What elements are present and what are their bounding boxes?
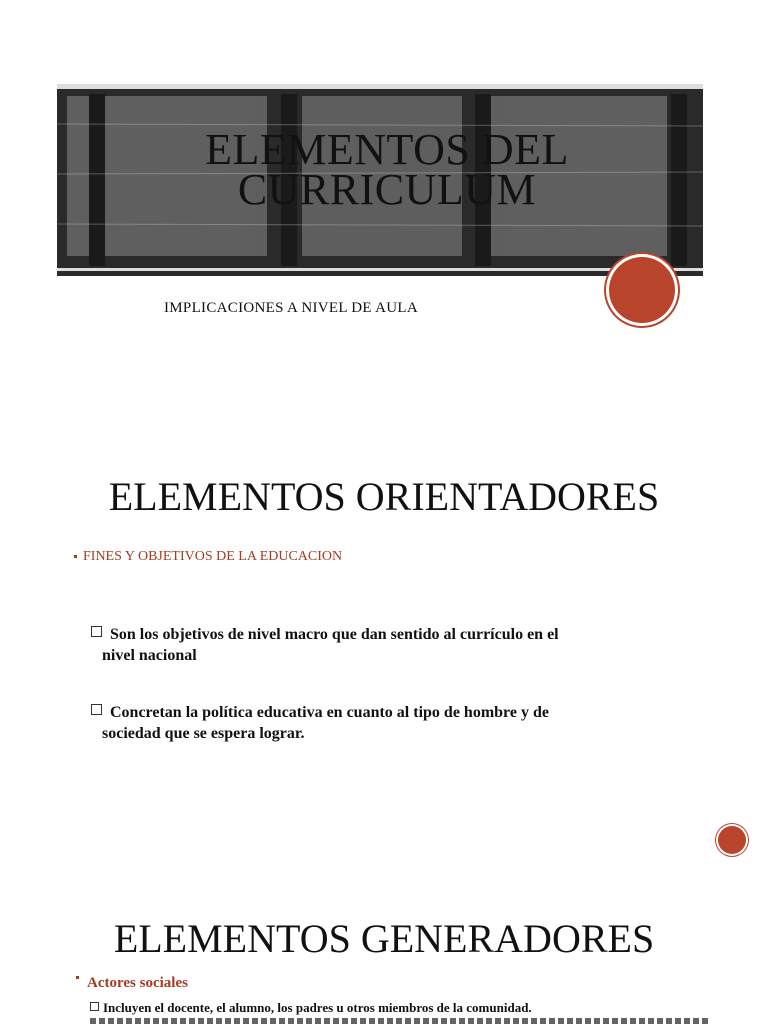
- sub-list-item-label: Incluyen el docente, el alumno, los padres u otros miembros de la comunidad.: [103, 1000, 532, 1015]
- decorative-circle: [609, 257, 675, 323]
- heading-generadores: ELEMENTOS GENERADORES: [113, 916, 655, 961]
- bullet-actores: [76, 975, 188, 992]
- slide-subtitle: IMPLICACIONES A NIVEL DE AULA: [164, 300, 418, 316]
- list-item: [91, 702, 671, 744]
- list-item: [91, 624, 671, 666]
- checkbox-bullet-icon: [90, 1002, 99, 1011]
- square-bullet-icon: [76, 976, 79, 979]
- list-item-line2: sociedad que se espera lograr.: [102, 725, 305, 742]
- sub-list-item: [90, 1000, 532, 1016]
- title-line-2: CURRICULUM: [237, 165, 537, 214]
- checkbox-bullet-icon: [91, 704, 102, 715]
- decorative-circle-small: [718, 826, 746, 854]
- title-line-1: ELEMENTOS DEL: [205, 125, 569, 174]
- slide-title: [117, 125, 657, 214]
- title-banner: [57, 84, 703, 276]
- bullet-actores-label: Actores sociales: [87, 975, 188, 991]
- list-item-line1: Concretan la política educativa en cuanto al tipo de hombre y de: [110, 704, 549, 721]
- cut-off-text-fragment: [90, 1018, 710, 1024]
- cut-off-text-line: [90, 1018, 710, 1024]
- bullet-fines-label: FINES Y OBJETIVOS DE LA EDUCACION: [83, 549, 343, 564]
- checkbox-bullet-icon: [91, 626, 102, 637]
- bullet-fines: [74, 549, 342, 565]
- list-item-line2: nivel nacional: [102, 647, 197, 664]
- heading-orientadores: ELEMENTOS ORIENTADORES: [108, 474, 660, 519]
- square-bullet-icon: [74, 555, 77, 558]
- list-item-line1: Son los objetivos de nivel macro que dan sentido al currículo en el: [110, 626, 559, 643]
